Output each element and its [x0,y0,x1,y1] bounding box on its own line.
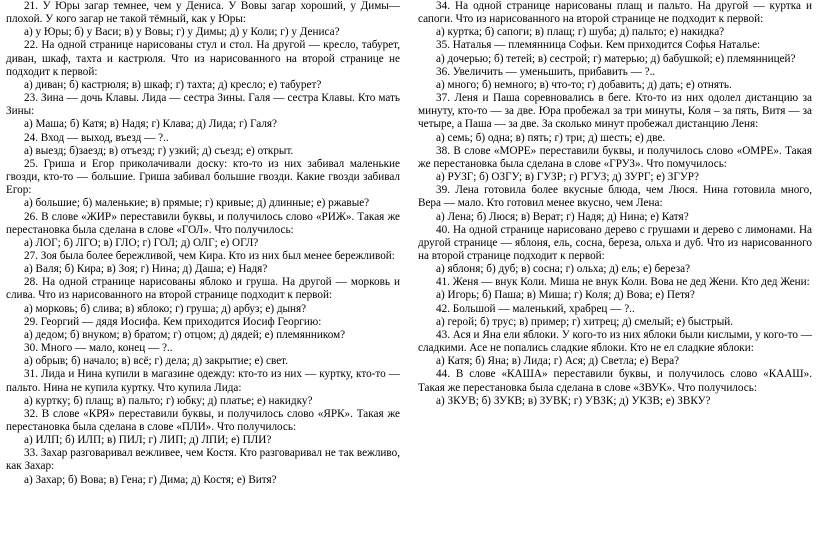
answers-23: а) Маша; б) Катя; в) Надя; г) Клава; д) Лида; г) Галя? [24,118,278,131]
question-28: 28. На одной странице нарисованы яблоко и груша. На другой — морковь и слива. Что из нарисованного на второй странице подходит к первой: [6,276,400,302]
left-column [6,0,400,487]
answers-31: а) куртку; б) плащ; в) пальто; г) юбку; д) платье; е) накидку? [24,394,313,407]
question-35: 35. Наталья — племянница Софьи. Кем приходится Софья Наталье: [436,39,761,52]
question-23: 23. Зина — дочь Клавы. Лида — сестра Зины. Галя — сестра Клавы. Кто мать Зины: [6,92,400,118]
question-42: 42. Большой — маленький, храбрец — ?.. [436,302,635,315]
question-41: 41. Женя — внук Коли. Миша не внук Коли. Вова не дед Жени. Кто дед Жени: [436,276,810,289]
right-column [418,0,812,408]
answers-38: а) РУЗГ; б) ОЗГУ; в) ГУЗР; г) РГУЗ; д) ЗУРГ; е) ЗГУР? [436,171,699,184]
question-43: 43. Ася и Яна ели яблоки. У кого-то из них яблоки были кислыми, у кого-то — сладкими. Асе не попались сладкие яблоки. Кто не ел сладкие яблоки: [418,328,812,355]
answers-25: а) большие; б) маленькие; в) прямые; г) кривые; д) длинные; е) ржавые? [24,197,370,210]
question-34: 34. На одной странице нарисованы плащ и пальто. На другой — куртка и сапоги. Что из нарисованного на второй странице не подходит к первой: [418,0,812,26]
question-31: 31. Лида и Нина купили в магазине одежду: кто-то из них — куртку, кто-то — пальто. Нина не купила куртку. Что купила Лида: [6,368,400,394]
answers-29: а) дедом; б) внуком; в) братом; г) отцом; д) дядей; е) племянником? [24,328,346,341]
question-27: 27. Зоя была более бережливой, чем Кира. Кто из них был менее бережливой: [24,249,395,262]
answers-43: а) Катя; б) Яна; в) Лида; г) Ася; д) Светла; е) Вера? [436,355,680,368]
answers-40: а) яблоня; б) дуб; в) сосна; г) ольха; д) ель; е) береза? [436,263,691,276]
question-37: 37. Леня и Паша соревновались в беге. Кто-то из них одолел дистанцию за минуту, кто-то — за две. Юра пробежал за три минуты, Коля – за пять, Витя — за четыре, а Паша — за две. За сколько минут пробежал дистанцию Леня: [418,92,812,131]
question-44: 44. В слове «КАША» переставили буквы, и получилось слово «КААШ». Такая же перестановка была сделана в слове «ЗВУК». Что получилось: [418,368,812,394]
question-25: 25. Гриша и Егор приколачивали доску: кто-то из них забивал маленькие гвозди, кто-то — большие. Гриша забивал большие гвозди. Какие гвозди забивал Егор: [6,157,400,197]
answers-33: а) Захар; б) Вова; в) Гена; г) Дима; д) Костя; е) Витя? [24,473,277,486]
question-38: 38. В слове «МОРЕ» переставили буквы, и получилось слово «ОМРЕ». Такая же перестановка была сделана в слове «ГРУЗ». Что помучилось: [418,144,812,170]
question-40: 40. На одной странице нарисовано дерево с грушами и дерево с лимонами. На другой странице — яблоня, ель, сосна, береза, ольха и дуб. Что из нарисованного на второй странице подходит к первой: [418,223,812,262]
answers-24: а) выезд; б)заезд; в) отъезд; г) узкий; д) съезд; е) открыт. [24,144,294,157]
question-21: 21. У Юры загар темнее, чем у Дениса. У Вовы загар хороший, у Димы— плохой. У кого загар не такой тёмный, как у Юры: [6,0,400,26]
answers-30: а) обрыв; б) начало; в) всё; г) дела; д) закрытие; е) свет. [24,355,289,368]
question-26: 26. В слове «ЖИР» переставили буквы, и получилось слово «РИЖ». Такая же перестановка была сделана в слове «ГОЛ». Что получилось: [6,210,400,236]
answers-26: а) ЛОГ; б) ЛГО; в) ГЛО; г) ГОЛ; д) ОЛГ; е) ОГЛ? [24,236,259,249]
question-36: 36. Увеличить — уменьшить, прибавить — ?.. [436,65,656,78]
question-22: 22. На одной странице нарисованы стул и стол. На другой — кресло, табурет, диван, шкаф, тахта и кастрюля. Что из нарисованного на второй странице не подходит к первой: [6,39,400,78]
question-29: 29. Георгий — дядя Иосифа. Кем приходится Иосиф Георгию: [24,315,322,328]
answers-22: а) диван; б) кастрюля; в) шкаф; г) тахта; д) кресло; е) табурет? [24,78,322,91]
answers-21: а) у Юры; б) у Васи; в) у Вовы; г) у Димы; д) у Коли; г) у Дениса? [24,26,340,39]
answers-42: а) герой; б) трус; в) пример; г) хитрец; д) смелый; е) быстрый. [436,315,734,328]
question-30: 30. Много — мало, конец — ?.. [24,342,173,355]
question-39: 39. Лена готовила более вкусные блюда, чем Люся. Нина готовила много, Вера — мало. Кто готовил менее вкусно, чем Лена: [418,184,812,210]
question-24: 24. Вход — выход, въезд — ?.. [24,131,169,144]
answers-27: а) Валя; б) Кира; в) Зоя; г) Нина; д) Даша; е) Надя? [24,263,268,276]
question-33: 33. Захар разговаривал вежливее, чем Костя. Кто разговаривал не так вежливо, как Захар: [6,447,400,473]
answers-35: а) дочерью; б) тетей; в) сестрой; г) матерью; д) бабушкой; е) племянницей? [436,52,796,65]
answers-34: а) куртка; б) сапоги; в) плащ; г) шуба; д) пальто; е) накидка? [436,26,725,39]
answers-32: а) ИЛП; б) ИЛП; в) ПИЛ; г) ЛИП; д) ЛПИ; е) ПЛИ? [24,434,272,447]
question-32: 32. В слове «КРЯ» переставили буквы, и получилось слово «ЯРК». Такая же перестановка была сделана в слове «ПЛИ». Что получилось: [6,407,400,433]
answers-39: а) Лена; б) Люся; в) Верат; г) Надя; д) Нина; е) Катя? [436,210,689,223]
answers-41: а) Игорь; б) Паша; в) Миша; г) Коля; д) Вова; е) Петя? [436,289,695,302]
answers-28: а) морковь; б) слива; в) яблоко; г) груша; д) арбуз; е) дыня? [24,302,307,315]
answers-36: а) много; б) немного; в) что-то; г) добавить; д) дать; е) отнять. [436,78,732,91]
answers-37: а) семь; б) одна; в) пять; г) три; д) шесть; е) две. [436,131,666,144]
answers-44: а) ЗКУВ; б) ЗУКВ; в) ЗУВК; г) УВЗК; д) УКЗВ; е) ЗВКУ? [436,394,711,407]
